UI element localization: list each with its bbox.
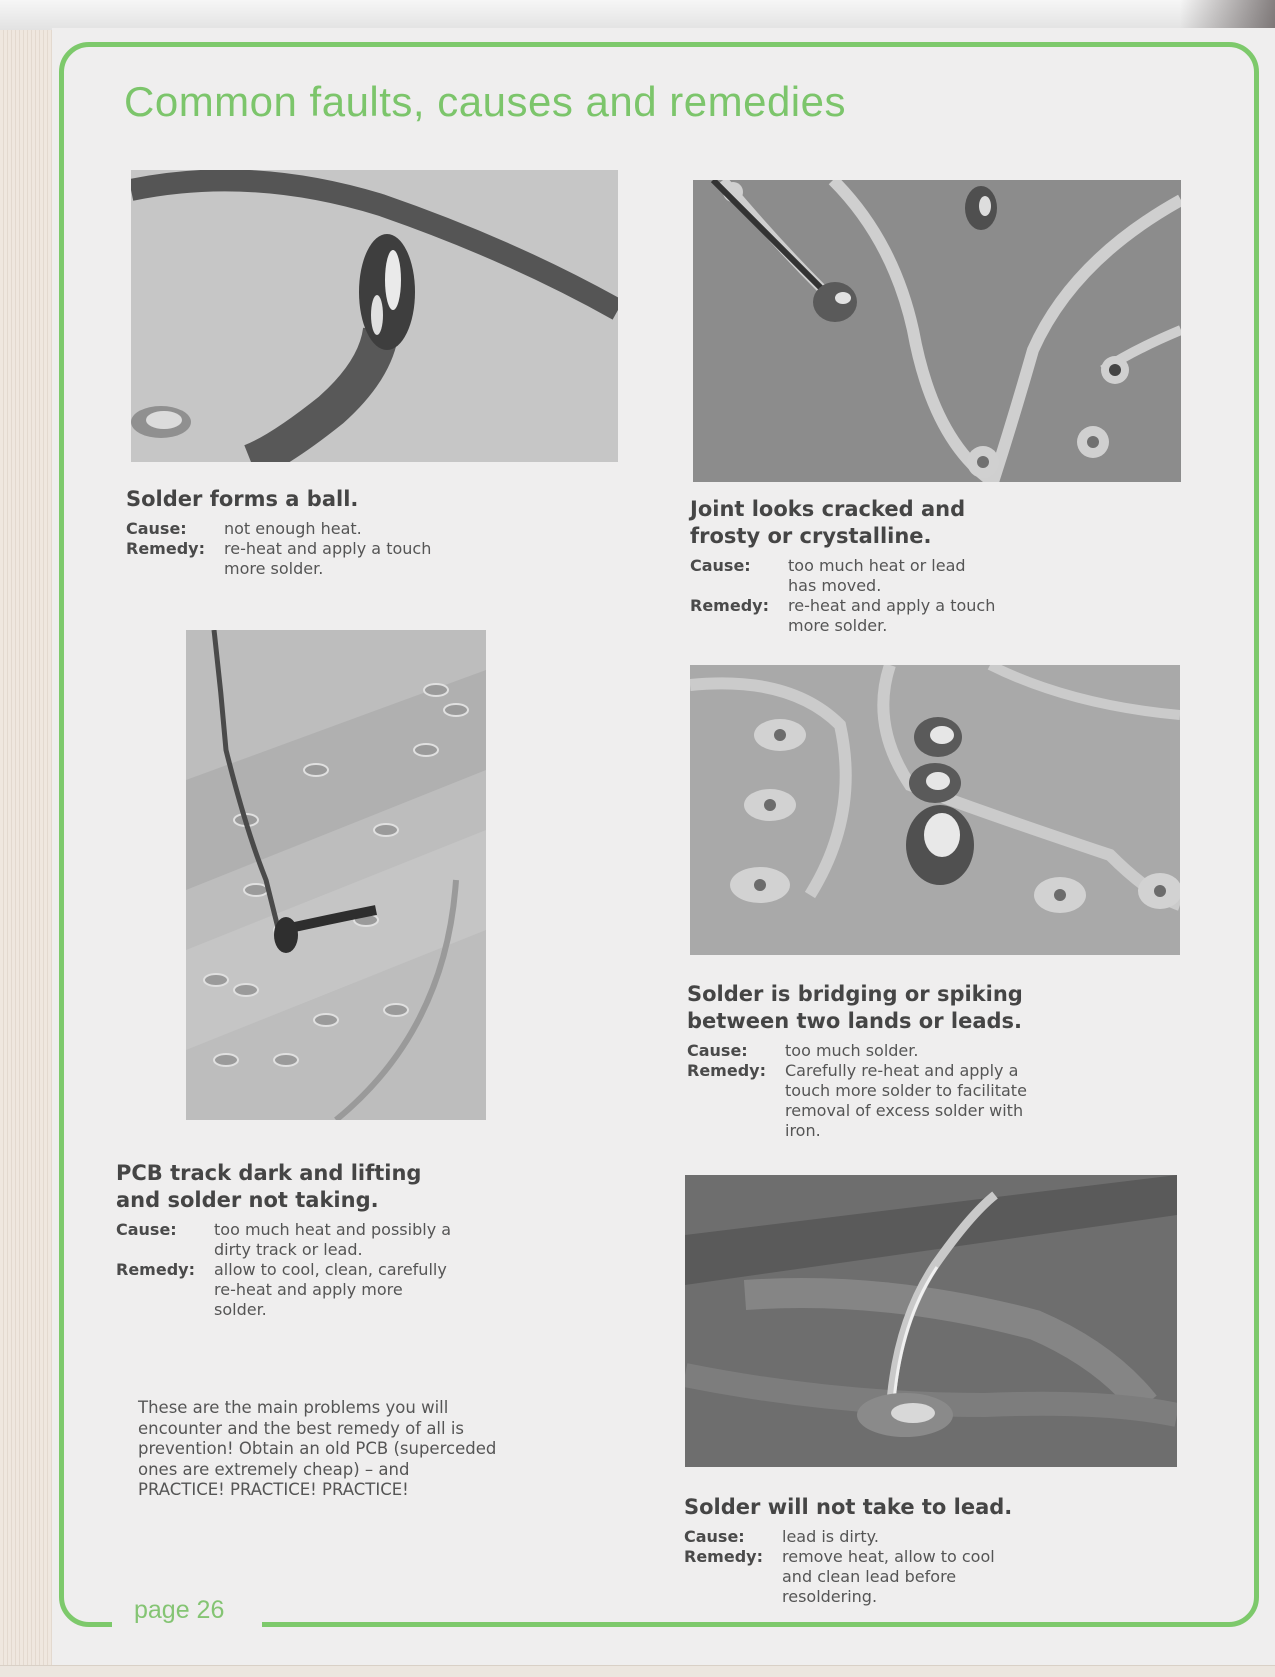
cause-label: Cause: <box>684 1527 745 1546</box>
remedy-label: Remedy: <box>126 539 205 558</box>
fault-heading: Joint looks cracked and frosty or crystalline. <box>690 497 966 548</box>
fault-cracked-joint <box>690 496 1050 636</box>
cause-text: lead is dirty. <box>782 1527 879 1546</box>
remedy-text: re-heat and apply a touch more solder. <box>224 539 432 578</box>
remedy-label: Remedy: <box>684 1547 763 1566</box>
cause-row <box>690 556 1050 596</box>
book-page-edges <box>0 30 52 1676</box>
cause-text: too much solder. <box>785 1041 919 1060</box>
page-number: page 26 <box>134 1596 225 1624</box>
fault-heading: Solder forms a ball. <box>126 487 359 511</box>
remedy-row <box>126 539 486 579</box>
remedy-text: remove heat, allow to cool and clean lead before resoldering. <box>782 1547 995 1606</box>
cracked-joint-photo <box>693 180 1181 482</box>
fault-dirty-lead <box>684 1494 1064 1607</box>
fault-solder-bridge <box>687 981 1057 1141</box>
remedy-text: Carefully re-heat and apply a touch more solder to facilitate removal of excess solder with iron. <box>785 1061 1027 1140</box>
prevention-note: These are the main problems you will encounter and the best remedy of all is prevention! Obtain an old PCB (superceded ones are extremely cheap) – and PRACTICE! PRACTICE! PRACTICE! <box>138 1398 497 1499</box>
remedy-text: re-heat and apply a touch more solder. <box>788 596 996 635</box>
remedy-row <box>684 1547 1064 1607</box>
remedy-label: Remedy: <box>690 596 769 615</box>
fault-solder-ball <box>126 486 486 579</box>
remedy-row <box>690 596 1050 636</box>
fault-heading: PCB track dark and lifting and solder not taking. <box>116 1161 422 1212</box>
fault-lifting-track <box>116 1160 486 1320</box>
cause-label: Cause: <box>116 1220 177 1239</box>
cause-row <box>126 519 486 539</box>
solder-ball-photo <box>131 170 618 462</box>
cause-row <box>687 1041 1057 1061</box>
cause-text: too much heat and possibly a dirty track or lead. <box>214 1220 452 1259</box>
fault-heading: Solder is bridging or spiking between two lands or leads. <box>687 982 1023 1033</box>
cause-row <box>116 1220 486 1260</box>
remedy-text: allow to cool, clean, carefully re-heat and apply more solder. <box>214 1260 447 1319</box>
book-bottom-edge <box>0 1665 1275 1677</box>
cause-text: too much heat or lead has moved. <box>788 556 966 595</box>
remedy-row <box>116 1260 486 1320</box>
cause-label: Cause: <box>687 1041 748 1060</box>
remedy-label: Remedy: <box>687 1061 766 1080</box>
cause-label: Cause: <box>126 519 187 538</box>
cause-label: Cause: <box>690 556 751 575</box>
solder-bridge-photo <box>690 665 1180 955</box>
remedy-row <box>687 1061 1057 1141</box>
dirty-lead-photo <box>685 1175 1177 1467</box>
scan-background <box>0 0 1275 30</box>
cause-row <box>684 1527 1064 1547</box>
lifting-track-photo <box>186 630 486 1120</box>
page-title: Common faults, causes and remedies <box>124 78 846 125</box>
remedy-label: Remedy: <box>116 1260 195 1279</box>
fault-heading: Solder will not take to lead. <box>684 1495 1013 1519</box>
cause-text: not enough heat. <box>224 519 362 538</box>
